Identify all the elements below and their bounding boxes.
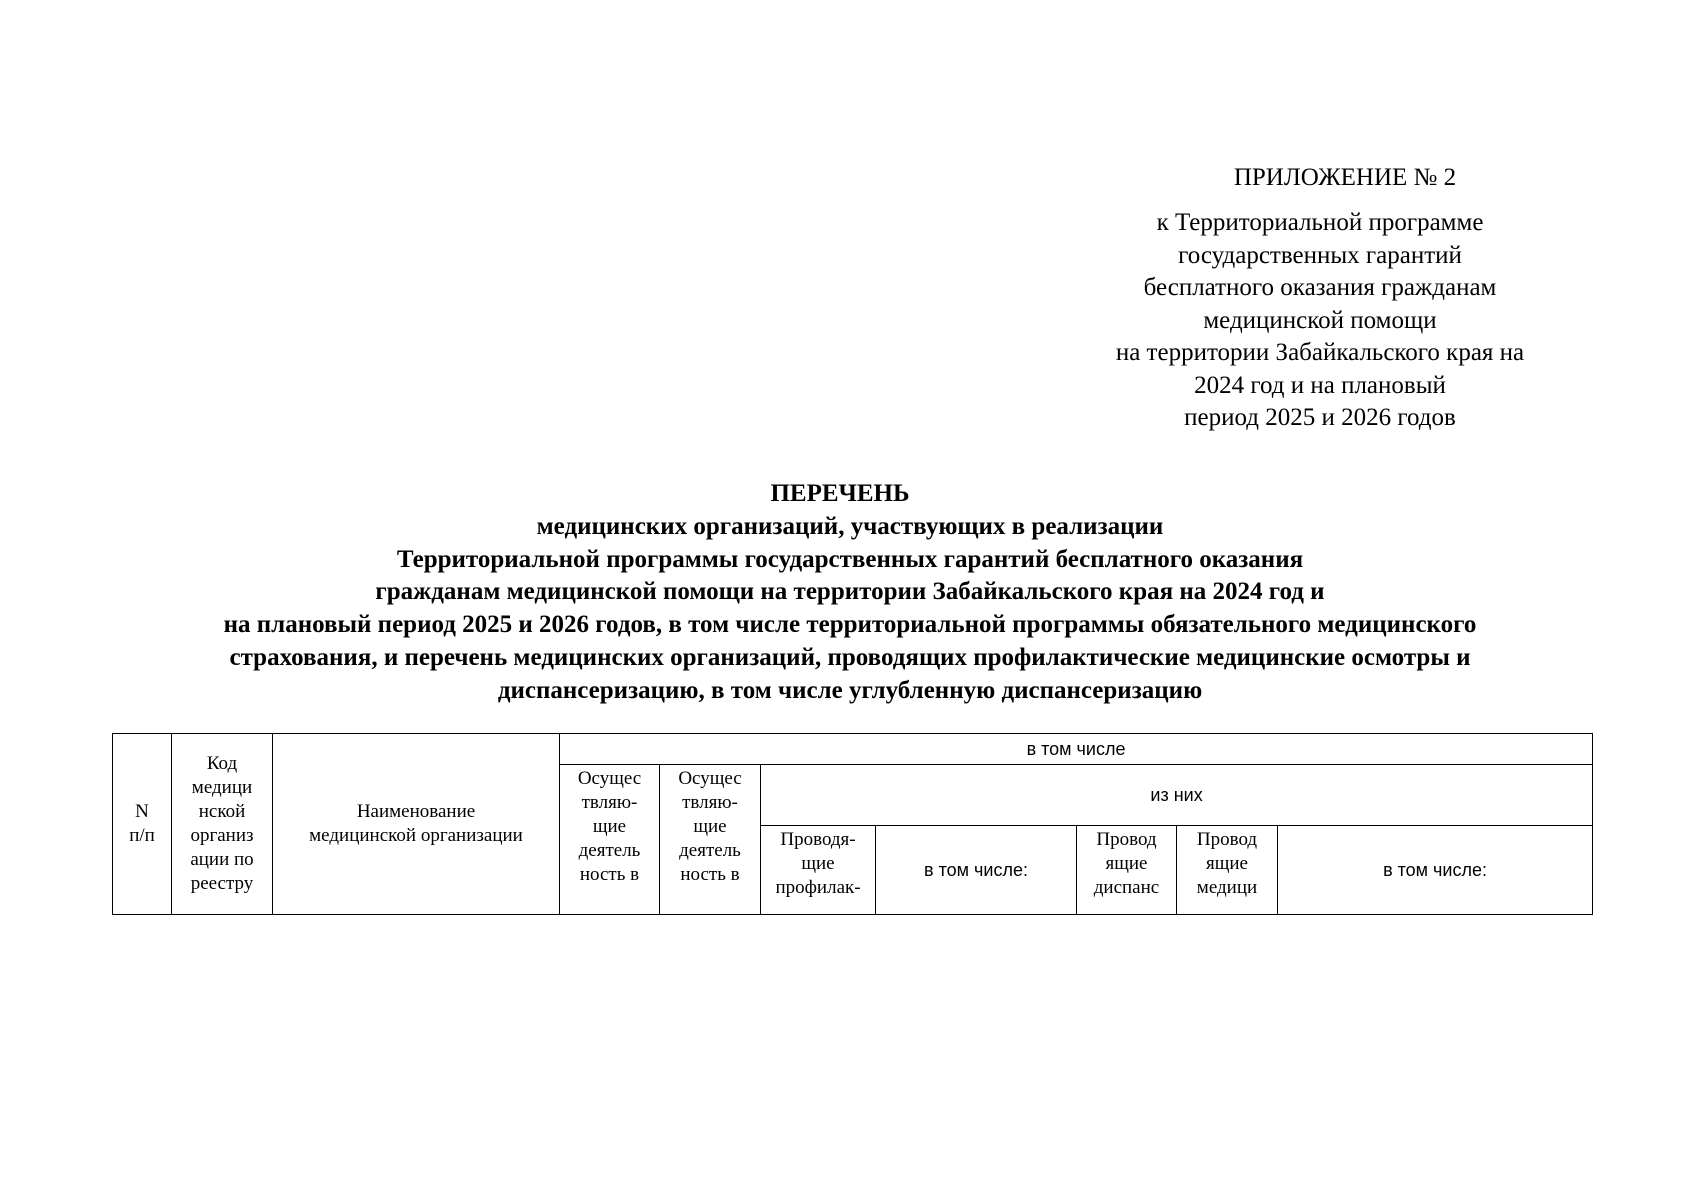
- header-activity-2-label: Осущес твляю- щие деятель ность в: [678, 768, 742, 885]
- header-cell-dispensary: [1077, 826, 1177, 915]
- header-dispensary-label: Провод ящие диспанс: [1093, 829, 1160, 898]
- header-including-2-label: в том числе:: [1383, 860, 1488, 880]
- annex-block: [1060, 162, 1580, 435]
- header-cell-including-2: [1278, 826, 1593, 915]
- heading-line: гражданам медицинской помощи на территории Забайкальского края на 2024 год и: [375, 578, 1325, 606]
- table-header-row: [113, 734, 1593, 765]
- annex-line: период 2025 и 2026 годов: [1184, 404, 1456, 431]
- annex-line: медицинской помощи: [1203, 306, 1437, 334]
- header-cell-including: [560, 734, 1593, 765]
- annex-title: ПРИЛОЖЕНИЕ № 2: [1233, 164, 1457, 191]
- annex-line: к Территориальной программе: [1156, 209, 1484, 236]
- annex-line: государственных гарантий: [1178, 241, 1462, 269]
- heading-line: Территориальной программы государственных гарантий бесплатного оказания: [396, 545, 1304, 573]
- document-heading: [100, 478, 1600, 708]
- header-cell-activity-1: [560, 765, 660, 915]
- header-cell-code: [172, 734, 273, 915]
- header-cell-of-them: [761, 765, 1593, 826]
- organizations-table: [112, 733, 1593, 915]
- header-number-label: N п/п: [129, 801, 155, 846]
- heading-line: диспансеризацию, в том числе углубленную диспансеризацию: [497, 676, 1203, 704]
- header-name-label: Наименование медицинской организации: [309, 801, 523, 846]
- header-preventive-label: Проводя- щие профилак-: [775, 829, 861, 898]
- header-cell-medical: [1177, 826, 1278, 915]
- header-cell-number: [113, 734, 172, 915]
- heading-line: на плановый период 2025 и 2026 годов, в том числе территориальной программы обязательного медицинского: [223, 611, 1477, 639]
- header-cell-including-1: [876, 826, 1077, 915]
- heading-line: страхования, и перечень медицинских организаций, проводящих профилактические медицинские осмотры и: [229, 643, 1471, 671]
- header-activity-1-label: Осущес твляю- щие деятель ность в: [577, 768, 642, 885]
- header-cell-preventive: [761, 826, 876, 915]
- header-of-them-label: из них: [1150, 785, 1203, 805]
- header-cell-activity-2: [660, 765, 761, 915]
- heading-title: ПЕРЕЧЕНЬ: [770, 480, 910, 507]
- annex-line: бесплатного оказания гражданам: [1143, 274, 1497, 301]
- header-medical-label: Провод ящие медици: [1196, 829, 1258, 898]
- heading-line: медицинских организаций, участвующих в реализации: [536, 512, 1164, 540]
- annex-line: на территории Забайкальского края на: [1115, 339, 1525, 366]
- header-cell-name: [273, 734, 560, 915]
- header-code-label: Код медици нской организ ации по реестру: [190, 753, 254, 894]
- header-including-1-label: в том числе:: [924, 860, 1028, 880]
- header-including-label: в том числе: [1026, 739, 1126, 759]
- annex-line: 2024 год и на плановый: [1194, 371, 1446, 399]
